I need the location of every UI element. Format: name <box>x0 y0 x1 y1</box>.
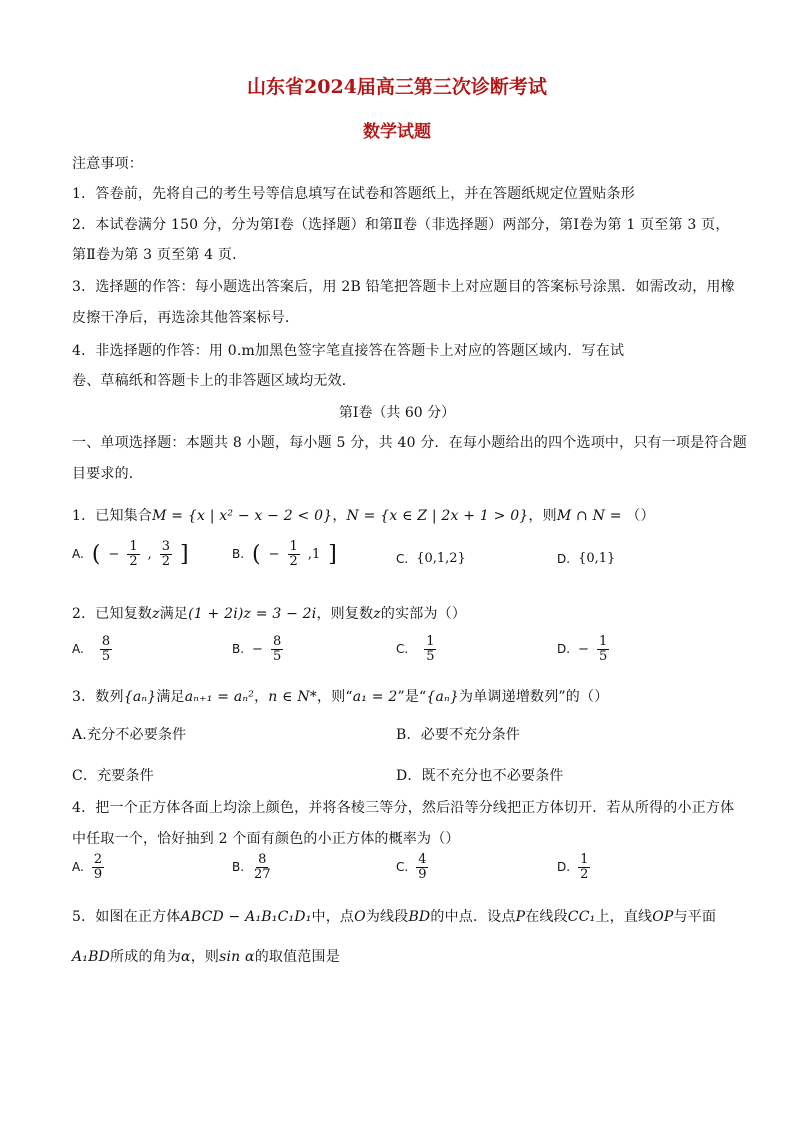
fraction: $\frac{1}{5}$ <box>598 634 608 664</box>
q5-point-p: P <box>515 909 526 925</box>
q1-suffix: ，则 <box>528 508 557 524</box>
notice-item: 3．选择题的作答：每小题选出答案后，用 2B 铅笔把答题卡上对应题目的答案标号涂黑．如需改动，用橡 <box>72 279 735 295</box>
option-label: A. <box>72 860 84 875</box>
q2-option-c[interactable] <box>396 635 436 663</box>
q1-comma: ， <box>332 508 347 524</box>
exam-subtitle: 数学试题 <box>363 122 431 142</box>
q5-text: 中，点 <box>311 909 355 925</box>
option-label: D. <box>557 860 571 875</box>
q5-text: 的取值范围是 <box>254 949 340 965</box>
q5-text: 的中点．设点 <box>430 909 516 925</box>
q2-end: 的实部为（） <box>380 606 467 622</box>
option-sign: − <box>578 641 589 657</box>
q2-mid: 满足 <box>159 606 189 622</box>
q3-domain: n ∈ N* <box>268 689 317 705</box>
q3-option-d[interactable]: D．既不充分也不必要条件 <box>396 768 564 784</box>
fraction: $\frac{1}{2}$ <box>580 852 589 882</box>
q3-seq: {aₙ} <box>123 689 157 705</box>
fraction: $\frac{1}{2}$ <box>129 539 138 569</box>
q2-option-d[interactable] <box>557 635 609 663</box>
option-value: {0,1,2} <box>416 551 466 566</box>
q5-text: 为线段 <box>365 909 409 925</box>
q1-intersection: M ∩ N <box>556 508 606 524</box>
q5-alpha: α <box>181 949 191 965</box>
question-3 <box>72 686 608 706</box>
q4-option-a[interactable] <box>72 853 104 881</box>
q1-prefix: 1．已知集合 <box>72 508 153 524</box>
q1-option-a[interactable]: A. ( − $\frac{1}{2}$ , $\frac{3}{2}$ ] <box>72 539 189 569</box>
q1-set-m: M = {x | x² − x − 2 < 0} <box>152 508 333 524</box>
q5-segment-cc1: CC₁ <box>567 909 596 925</box>
q5-text: 上，直线 <box>595 909 653 925</box>
question-4: 4．把一个正方体各面上均涂上颜色，并将各棱三等分，然后沿等分线把正方体切开．若从所得的小正方体 <box>72 800 735 816</box>
question-5-cont <box>72 946 340 966</box>
notice-item: 第Ⅱ卷为第 3 页至第 4 页． <box>72 247 247 263</box>
section-intro: 一、单项选择题：本题共 8 小题，每小题 5 分，共 40 分．在每小题给出的四个选项中，只有一项是符合题 <box>72 435 747 451</box>
q3-text: ”是“ <box>397 689 427 705</box>
q5-text: ，则 <box>190 949 220 965</box>
option-label: B. <box>232 547 245 562</box>
q5-plane: A₁BD <box>72 949 111 965</box>
q2-var: z <box>152 606 160 622</box>
option-value: {0,1} <box>578 551 616 566</box>
q3-text: ，则“ <box>317 689 353 705</box>
q3-recurrence: aₙ₊₁ = aₙ² <box>184 689 255 705</box>
q3-option-a[interactable]: A.充分不必要条件 <box>72 727 187 743</box>
q5-text: 5．如图在正方体 <box>72 909 181 925</box>
question-5 <box>72 906 716 926</box>
fraction: $\frac{4}{9}$ <box>418 852 427 882</box>
q5-text: 与平面 <box>673 909 717 925</box>
q2-prefix: 2．已知复数 <box>72 606 153 622</box>
q5-point-o: O <box>354 909 366 925</box>
q4-option-b[interactable] <box>232 853 273 881</box>
notice-item: 2．本试卷满分 150 分，分为第Ⅰ卷（选择题）和第Ⅱ卷（非选择题）两部分，第Ⅰ卷为第 1 页至第 3 页， <box>72 217 730 233</box>
notice-item: 1．答卷前，先将自己的考生号等信息填写在试卷和答题纸上，并在答题纸规定位置贴条形 <box>72 186 635 202</box>
fraction: $\frac{8}{27}$ <box>254 852 271 882</box>
q1-eq: = （） <box>605 508 655 524</box>
q3-mid: 满足 <box>156 689 185 705</box>
fraction: $\frac{2}{9}$ <box>93 852 103 882</box>
q3-prefix: 3．数列 <box>72 689 124 705</box>
option-label: A. <box>72 642 84 657</box>
option-label: B. <box>232 860 245 875</box>
q3-comma: ， <box>254 689 269 705</box>
question-1 <box>72 505 655 525</box>
q1-set-n: N = {x ∈ Z | 2x + 1 > 0} <box>346 508 529 524</box>
option-label: C. <box>396 551 409 566</box>
q2-option-b[interactable] <box>232 635 283 663</box>
q5-text: 在线段 <box>525 909 568 925</box>
q1-option-c[interactable] <box>396 551 466 566</box>
q3-option-b[interactable]: B．必要不充分条件 <box>396 727 521 743</box>
q1-option-b[interactable]: B. ( − $\frac{1}{2}$ ,1 ] <box>232 539 337 569</box>
q4-option-c[interactable] <box>396 853 428 881</box>
option-label: C. <box>396 642 409 657</box>
fraction: $\frac{3}{2}$ <box>161 539 171 569</box>
q2-var: z <box>373 606 381 622</box>
q3-seq: {aₙ} <box>426 689 460 705</box>
question-4-cont: 中任取一个，恰好抽到 2 个面有颜色的小正方体的概率为（） <box>72 831 460 847</box>
fraction: $\frac{1}{5}$ <box>426 634 435 664</box>
q2-option-a[interactable] <box>72 635 112 663</box>
section-title: 第Ⅰ卷（共 60 分） <box>338 405 456 421</box>
notice-item: 皮擦干净后，再选涂其他答案标号． <box>72 310 300 326</box>
q5-line-op: OP <box>652 909 674 925</box>
option-label: B. <box>232 642 245 657</box>
notice-item: 4．非选择题的作答：用 0.m加黑色签字笔直接答在答题卡上对应的答题区域内．写在试 <box>72 343 625 359</box>
section-intro-cont: 目要求的． <box>72 466 143 482</box>
question-2 <box>72 603 466 623</box>
q4-option-d[interactable] <box>557 853 590 881</box>
q2-suffix: ，则复数 <box>316 606 374 622</box>
q5-sin: sin α <box>219 949 255 965</box>
q5-cube: ABCD − A₁B₁C₁D₁ <box>180 909 312 925</box>
notice-item: 卷、草稿纸和答题卡上的非答题区域均无效． <box>72 373 356 389</box>
q3-text: 为单调递增数列”的（） <box>459 689 609 705</box>
q2-equation: (1 + 2i)z = 3 − 2i <box>188 606 317 622</box>
fraction: $\frac{8}{5}$ <box>272 634 282 664</box>
fraction: $\frac{1}{2}$ <box>289 539 298 569</box>
option-label: C. <box>396 860 409 875</box>
q3-option-c[interactable]: C．充要条件 <box>72 768 154 784</box>
fraction: $\frac{8}{5}$ <box>101 634 111 664</box>
option-label: D. <box>557 642 571 657</box>
q5-text: 所成的角为 <box>110 949 182 965</box>
notice-heading: 注意事项： <box>72 156 143 172</box>
option-label: D. <box>557 551 571 566</box>
option-label: A. <box>72 547 84 562</box>
q3-condition: a₁ = 2 <box>352 689 398 705</box>
q5-segment-bd: BD <box>408 909 431 925</box>
exam-title: 山东省2024届高三第三次诊断考试 <box>247 76 547 98</box>
q1-option-d[interactable] <box>557 551 615 566</box>
option-sign: − <box>252 641 263 657</box>
